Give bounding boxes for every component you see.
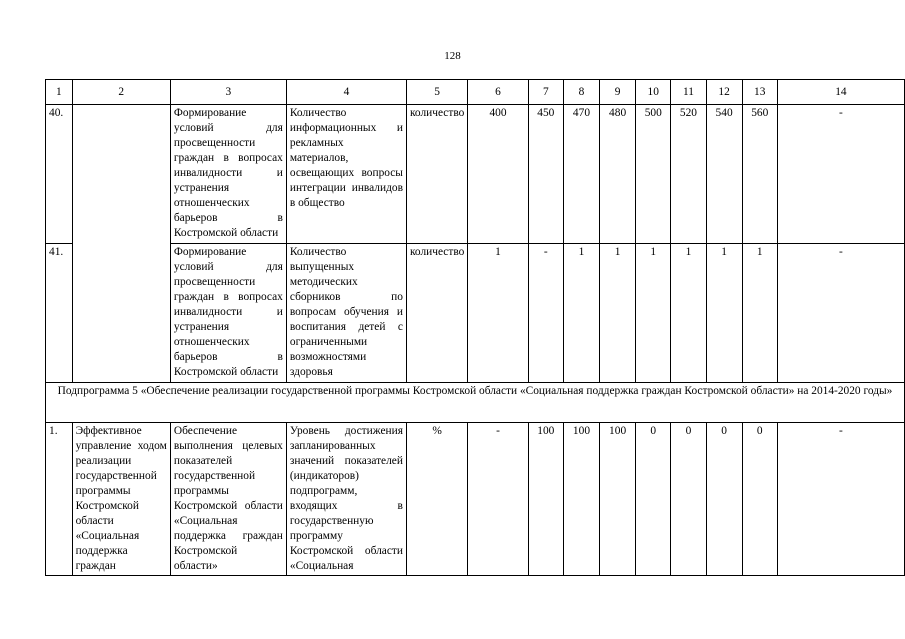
task-cell: Формирование условий для просвещенности граждан в вопросах инвалидности и устранения отношенческих барьеров в Костромской области — [170, 105, 286, 244]
subprogram-title: Подпрограмма 5 «Обеспечение реализации государственной программы Костромской области «Социальная поддержка граждан Костромской области» на 2014-2020 годы» — [46, 383, 905, 423]
header-cell: 9 — [600, 80, 636, 105]
value-cell: 1 — [671, 244, 706, 383]
unit-cell: количество — [406, 244, 467, 383]
value-cell: 520 — [671, 105, 706, 244]
value-cell: 400 — [468, 105, 528, 244]
table-row — [46, 423, 905, 576]
value-cell: 0 — [671, 423, 706, 576]
value-cell: 1 — [468, 244, 528, 383]
table-row — [46, 105, 905, 244]
header-cell: 4 — [286, 80, 406, 105]
header-cell: 13 — [742, 80, 777, 105]
note-cell: - — [777, 105, 904, 244]
header-cell: 12 — [706, 80, 742, 105]
value-cell: 100 — [600, 423, 636, 576]
task-cell: Формирование условий для просвещенности граждан в вопросах инвалидности и устранения отношенческих барьеров в Костромской области — [170, 244, 286, 383]
subprogram-row — [46, 383, 905, 423]
value-cell: 1 — [706, 244, 742, 383]
header-cell: 5 — [406, 80, 467, 105]
header-cell: 3 — [170, 80, 286, 105]
value-cell: 1 — [600, 244, 636, 383]
header-cell: 2 — [72, 80, 170, 105]
value-cell: 0 — [706, 423, 742, 576]
page-number: 128 — [444, 50, 461, 62]
value-cell: 1 — [563, 244, 599, 383]
value-cell: 480 — [600, 105, 636, 244]
value-cell: 560 — [742, 105, 777, 244]
note-cell: - — [777, 244, 904, 383]
indicators-table — [45, 79, 905, 576]
value-cell: 470 — [563, 105, 599, 244]
value-cell: - — [528, 244, 563, 383]
header-cell: 14 — [777, 80, 904, 105]
value-cell: 500 — [636, 105, 671, 244]
row-number: 1. — [46, 423, 73, 576]
header-row — [46, 80, 905, 105]
header-cell: 6 — [468, 80, 528, 105]
value-cell: 0 — [636, 423, 671, 576]
indicator-cell: Количество выпущенных методических сборников по вопросам обучения и воспитания детей с ограниченными возможностями здоровья — [286, 244, 406, 383]
goal-cell — [72, 105, 170, 383]
header-cell: 1 — [46, 80, 73, 105]
value-cell: 0 — [742, 423, 777, 576]
header-cell: 7 — [528, 80, 563, 105]
indicator-cell: Уровень достижения запланированных значений показателей (индикаторов) подпрограмм, входящих в государственную программу Костромской области «Социальная — [286, 423, 406, 576]
value-cell: - — [468, 423, 528, 576]
value-cell: 1 — [636, 244, 671, 383]
value-cell: 100 — [528, 423, 563, 576]
value-cell: 450 — [528, 105, 563, 244]
indicator-cell: Количество информационных и рекламных материалов, освещающих вопросы интеграции инвалидов в общество — [286, 105, 406, 244]
unit-cell: количество — [406, 105, 467, 244]
value-cell: 100 — [563, 423, 599, 576]
header-cell: 11 — [671, 80, 706, 105]
row-number: 41. — [46, 244, 73, 383]
row-number: 40. — [46, 105, 73, 244]
table-row — [46, 244, 905, 383]
header-cell: 8 — [563, 80, 599, 105]
header-cell: 10 — [636, 80, 671, 105]
value-cell: 1 — [742, 244, 777, 383]
goal-cell: Эффективное управление ходом реализации государственной программы Костромской области «Социальная поддержка граждан — [72, 423, 170, 576]
unit-cell: % — [406, 423, 467, 576]
note-cell: - — [777, 423, 904, 576]
value-cell: 540 — [706, 105, 742, 244]
task-cell: Обеспечение выполнения целевых показателей государственной программы Костромской области «Социальная поддержка граждан Костромской области» — [170, 423, 286, 576]
